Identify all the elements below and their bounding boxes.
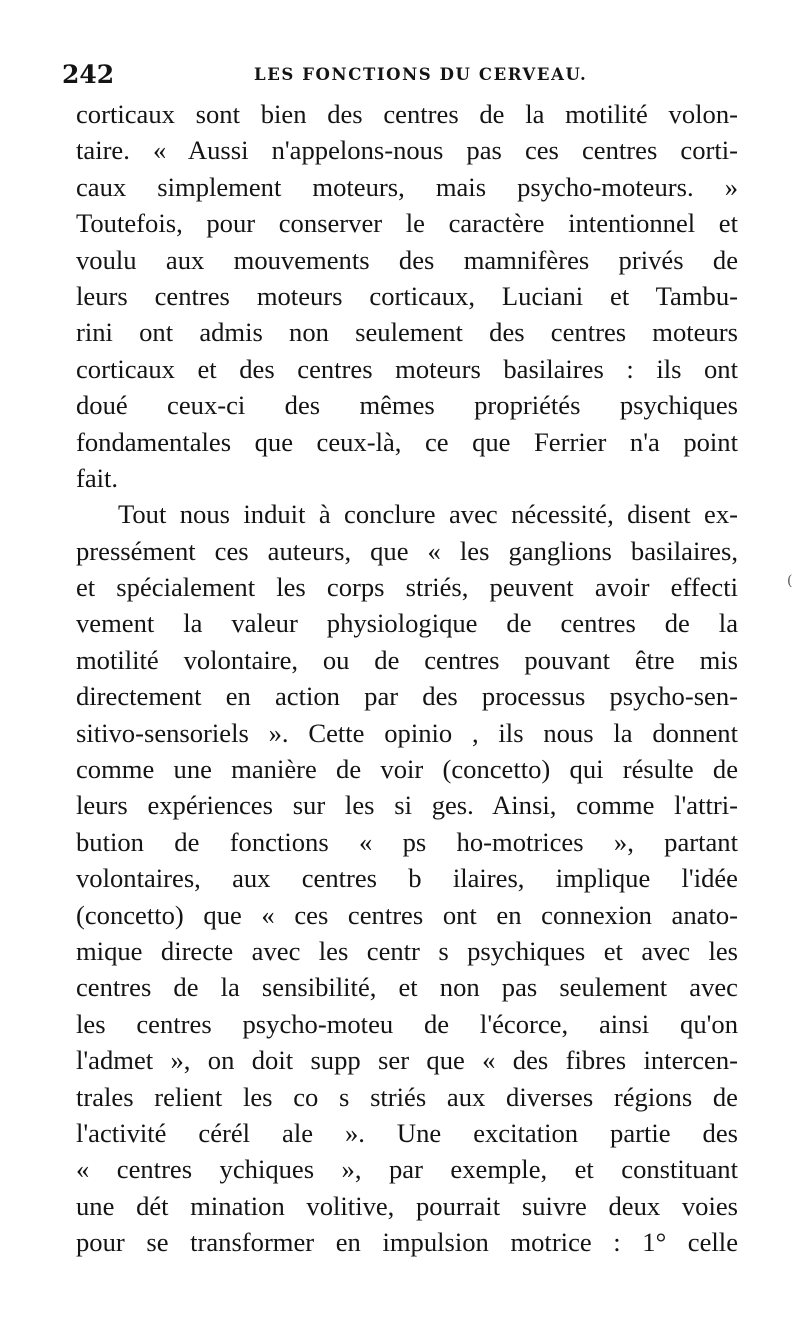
text-line: rini ont admis non seulement des centres moteurs [76, 317, 738, 348]
text-line: l'activité cérél ale ». Une excitation partie des [76, 1117, 738, 1148]
body-text [76, 96, 738, 1261]
text-line: fait. [76, 462, 119, 493]
running-head [62, 60, 752, 90]
text-line: une dét mination volitive, pourrait suivre deux voies [76, 1190, 738, 1221]
text-line: mique directe avec les centr s psychiques et avec les [76, 935, 738, 966]
running-title: LES FONCTIONS DU CERVEAU. [254, 65, 588, 84]
text-line: directement en action par des processus psycho-sen- [76, 681, 738, 712]
text-line: comme une manière de voir (concetto) qui résulte de [76, 754, 738, 785]
paragraph-1 [76, 96, 738, 496]
text-line: l'admet », on doit supp ser que « des fibres intercen- [76, 1045, 738, 1076]
text-line: trales relient les co s striés aux diverses régions de [76, 1081, 738, 1112]
text-line: pressément ces auteurs, que « les ganglions basilaires, [76, 535, 738, 566]
text-line: corticaux et des centres moteurs basilaires : ils ont [76, 353, 738, 384]
text-line: sitivo-sensoriels ». Cette opinio , ils nous la donnent [76, 717, 738, 748]
margin-mark: ( [787, 573, 793, 589]
text-line: vement la valeur physiologique de centres de la [76, 608, 738, 639]
text-line: pour se transformer en impulsion motrice : 1° celle [76, 1227, 738, 1258]
paragraph-2 [76, 496, 738, 1260]
text-line: fondamentales que ceux-là, ce que Ferrier n'a point [76, 426, 738, 457]
text-line: taire. « Aussi n'appelons-nous pas ces centres corti- [76, 135, 738, 166]
text-line: les centres psycho-moteu de l'écorce, ainsi qu'on [76, 1008, 738, 1039]
text-line: (concetto) que « ces centres ont en connexion anato- [76, 899, 738, 930]
text-line: et spécialement les corps striés, peuvent avoir effecti [76, 572, 738, 603]
text-line: voulu aux mouvements des mamnifères privés de [76, 244, 738, 275]
text-line: caux simplement moteurs, mais psycho-moteurs. » [76, 171, 738, 202]
text-line: « centres ychiques », par exemple, et constituant [76, 1154, 738, 1185]
text-line: volontaires, aux centres b ilaires, implique l'idée [76, 863, 738, 894]
text-line: leurs centres moteurs corticaux, Luciani et Tambu- [76, 280, 738, 311]
text-line: motilité volontaire, ou de centres pouvant être mis [76, 644, 738, 675]
text-line: Toutefois, pour conserver le caractère intentionnel et [76, 208, 738, 239]
text-line: leurs expériences sur les si ges. Ainsi, comme l'attri- [76, 790, 738, 821]
text-line: corticaux sont bien des centres de la motilité volon- [76, 99, 738, 129]
page-number: 242 [62, 60, 115, 89]
text-line: bution de fonctions « ps ho-motrices », partant [76, 826, 738, 857]
text-line: centres de la sensibilité, et non pas seulement avec [76, 972, 738, 1003]
text-line: Tout nous induit à conclure avec nécessité, disent ex- [118, 499, 738, 530]
text-line: doué ceux-ci des mêmes propriétés psychiques [76, 390, 738, 421]
